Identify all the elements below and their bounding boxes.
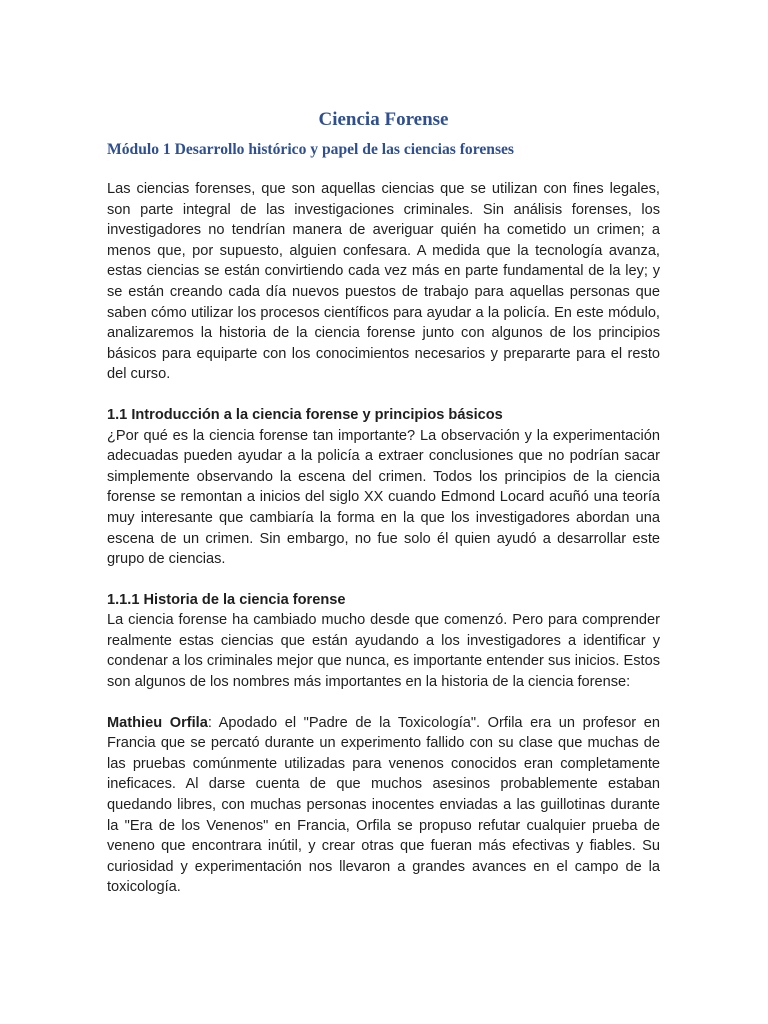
bio-name: Mathieu Orfila [107,714,208,731]
section-heading-1-1: 1.1 Introducción a la ciencia forense y principios básicos [107,406,503,423]
document-title: Ciencia Forense [318,109,449,130]
bio-paragraph [107,713,660,898]
document-page [107,108,660,918]
section-body-1-1: ¿Por qué es la ciencia forense tan importante? La observación y la experimentación adecuadas pueden ayudar a la policía a extraer conclusiones que no podrían sacar simplemente observando la escena del crimen. Todos los principios de la ciencia forense se remontan a inicios del siglo XX cuando Edmond Locard acuñó una teoría muy interesante que cambiaría la forma en la que los investigadores abordan una escena de un crimen. Sin embargo, no fue solo él quien ayudó a desarrollar este grupo de ciencias. [107,427,660,568]
intro-paragraph: Las ciencias forenses, que son aquellas ciencias que se utilizan con fines legales, son parte integral de las investigaciones criminales. Sin análisis forenses, los investigadores no tendrían manera de averiguar quién ha cometido un crimen; a menos que, por supuesto, alguien confesara. A medida que la tecnología avanza, estas ciencias se están convirtiendo cada vez más en parte fundamental de la ley; y se están creando cada día nuevos puestos de trabajo para aquellas personas que saben cómo utilizar los procesos científicos para ayudar a la policía. En este módulo, analizaremos la historia de la ciencia forense junto con algunos de los principios básicos para equiparte con los conocimientos necesarios y prepararte para el resto del curso. [107,181,660,383]
section-heading-1-1-1: 1.1.1 Historia de la ciencia forense [107,591,346,608]
section-body-1-1-1: La ciencia forense ha cambiado mucho desde que comenzó. Pero para comprender realmente estas ciencias que están ayudando a los investigadores a identificar y condenar a los criminales mejor que nunca, es importante entender sus inicios. Estos son algunos de los nombres más importantes en la historia de la ciencia forense: [107,612,660,691]
module-title: Módulo 1 Desarrollo histórico y papel de las ciencias forenses [107,141,515,158]
bio-text: : Apodado el "Padre de la Toxicología". Orfila era un profesor en Francia que se percató durante un experimento fallido con su clase que muchas de las pruebas comúnmente utilizadas para venenos conocidos eran completamente ineficaces. Al darse cuenta de que muchos asesinos probablemente estaban quedando libres, con muchas personas inocentes enviadas a las guillotinas durante la "Era de los Venenos" en Francia, Orfila se propuso refutar cualquier prueba de veneno que encontrara inútil, y crear otras que fueran más efectivas y fiables. Su curiosidad y experimentación nos llevaron a grandes avances en el campo de la toxicología. [107,714,660,896]
